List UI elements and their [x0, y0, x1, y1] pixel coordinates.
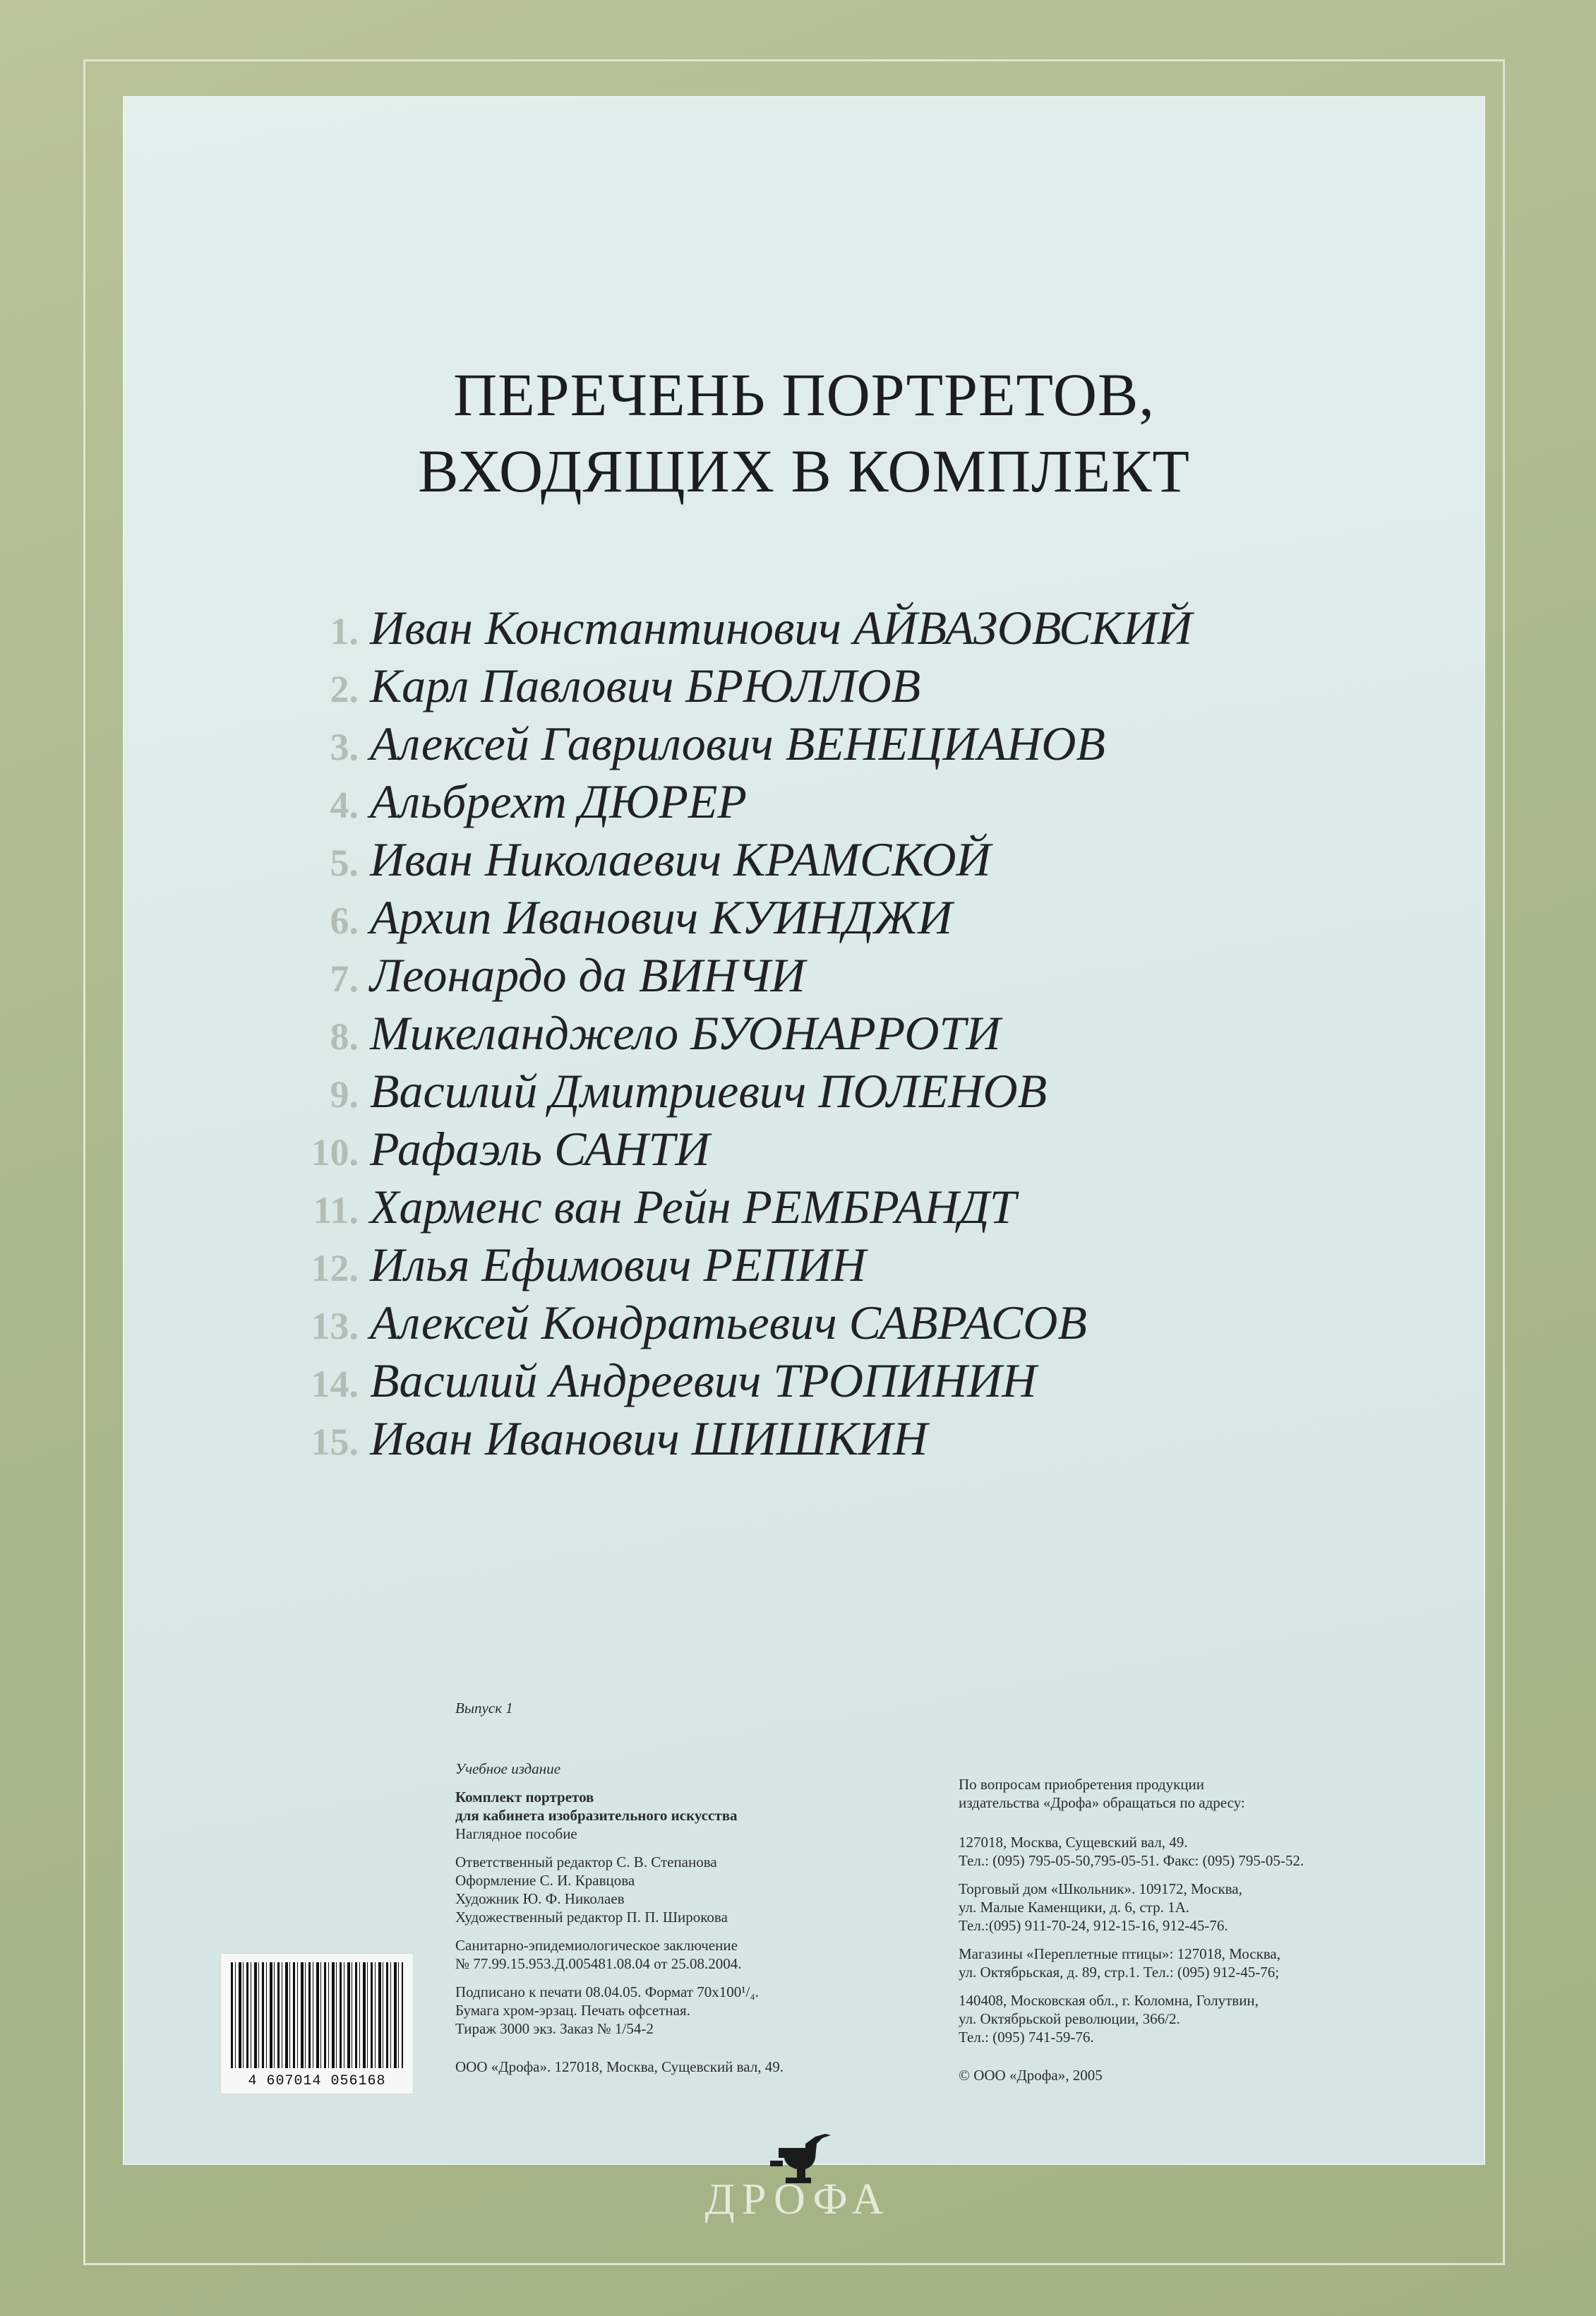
list-item	[268, 1353, 1398, 1411]
artist-name: Харменс ван Рейн РЕМБРАНДТ	[370, 1180, 1016, 1234]
address-3-line-1: Магазины «Переплетные птицы»: 127018, Москва,	[959, 1945, 1280, 1962]
list-item	[268, 1295, 1398, 1353]
artist-name: Василий Андреевич ТРОПИНИН	[370, 1354, 1037, 1407]
item-number: 14.	[311, 1363, 359, 1405]
item-number: 13.	[311, 1305, 359, 1347]
issue-label: Выпуск 1	[455, 1700, 513, 1717]
item-number: 7.	[330, 957, 359, 1000]
item-number: 8.	[330, 1015, 359, 1058]
barcode	[220, 1953, 414, 2094]
list-item	[268, 948, 1398, 1005]
item-number: 12.	[311, 1247, 359, 1289]
artist-name: Альбрехт ДЮРЕР	[370, 775, 747, 828]
book-title: Комплект портретов	[455, 1789, 594, 1805]
design-credit: Оформление С. И. Кравцова	[455, 1872, 635, 1889]
imprint-right	[959, 1775, 1439, 2084]
artist-credit: Художник Ю. Ф. Николаев	[455, 1890, 625, 1907]
artist-name: Леонардо да ВИНЧИ	[370, 948, 805, 1002]
item-number: 5.	[330, 842, 359, 884]
print-info-2: Бумага хром-эрзац. Печать офсетная.	[455, 2002, 690, 2019]
artist-name: Архип Иванович КУИНДЖИ	[370, 890, 953, 944]
artist-name: Рафаэль САНТИ	[370, 1122, 710, 1176]
address-3-line-2: ул. Октябрьская, д. 89, стр.1. Тел.: (095) 912-45-76;	[959, 1964, 1280, 1981]
artist-name: Иван Николаевич КРАМСКОЙ	[370, 832, 991, 886]
artist-name: Карл Павлович БРЮЛЛОВ	[370, 659, 921, 712]
title-line-1: ПЕРЕЧЕНЬ ПОРТРЕТОВ,	[453, 361, 1155, 429]
list-item	[268, 774, 1398, 832]
address-1-line-1: 127018, Москва, Сущевский вал, 49.	[959, 1834, 1188, 1851]
edition-type: Учебное издание	[455, 1760, 561, 1777]
list-item	[268, 1237, 1398, 1295]
barcode-bars	[231, 1962, 403, 2068]
item-number: 1.	[330, 610, 359, 652]
address-2-line-1: Торговый дом «Школьник». 109172, Москва,	[959, 1880, 1242, 1897]
contact-intro-1: По вопросам приобретения продукции	[959, 1776, 1204, 1793]
address-2-line-2: ул. Малые Каменщики, д. 6, стр. 1А.	[959, 1899, 1189, 1916]
artist-name: Илья Ефимович РЕПИН	[370, 1238, 866, 1291]
list-item	[268, 1411, 1398, 1469]
artist-name: Иван Иванович ШИШКИН	[370, 1411, 928, 1465]
item-number: 6.	[330, 900, 359, 942]
artist-name: Иван Константинович АЙВАЗОВСКИЙ	[370, 601, 1192, 655]
title-line-2: ВХОДЯЩИХ В КОМПЛЕКТ	[418, 437, 1190, 505]
list-item	[268, 1063, 1398, 1121]
publisher-brand: ДРОФА	[704, 2175, 891, 2224]
art-editor-credit: Художественный редактор П. П. Широкова	[455, 1909, 728, 1926]
address-4-line-1: 140408, Московская обл., г. Коломна, Голутвин,	[959, 1992, 1259, 2009]
item-number: 4.	[330, 784, 359, 826]
editor-credit: Ответственный редактор С. В. Степанова	[455, 1854, 717, 1870]
item-number: 11.	[313, 1189, 359, 1231]
portrait-list	[268, 600, 1398, 1469]
page-title	[123, 357, 1485, 509]
list-item	[268, 1179, 1398, 1237]
list-item	[268, 658, 1398, 716]
book-title-2: для кабинета изобразительного искусства	[455, 1807, 738, 1824]
list-item	[268, 1005, 1398, 1063]
artist-name: Алексей Гаврилович ВЕНЕЦИАНОВ	[370, 717, 1105, 770]
item-number: 9.	[330, 1073, 359, 1116]
item-number: 2.	[330, 668, 359, 710]
address-4-line-3: Тел.: (095) 741-59-76.	[959, 2029, 1094, 2046]
imprint-left	[455, 1699, 935, 2076]
print-info-3: Тираж 3000 экз. Заказ № 1/54-2	[455, 2020, 654, 2037]
item-number: 3.	[330, 726, 359, 768]
publisher-address: ООО «Дрофа». 127018, Москва, Сущевский вал, 49.	[455, 2058, 784, 2075]
item-number: 15.	[311, 1421, 359, 1463]
book-subtitle: Наглядное пособие	[455, 1825, 577, 1842]
barcode-number: 4 607014 056168	[248, 2073, 386, 2089]
print-info-1: Подписано к печати 08.04.05. Формат 70х100¹/₄.	[455, 1983, 759, 2000]
list-item	[268, 600, 1398, 658]
list-item	[268, 832, 1398, 890]
sanitary-line-1: Санитарно-эпидемиологическое заключение	[455, 1937, 738, 1954]
list-item	[268, 716, 1398, 774]
sanitary-line-2: № 77.99.15.953.Д.005481.08.04 от 25.08.2004.	[455, 1955, 742, 1972]
contact-intro-2: издательства «Дрофа» обращаться по адресу:	[959, 1794, 1245, 1811]
address-2-line-3: Тел.:(095) 911-70-24, 912-15-16, 912-45-76.	[959, 1917, 1228, 1934]
artist-name: Василий Дмитриевич ПОЛЕНОВ	[370, 1064, 1048, 1118]
copyright: © ООО «Дрофа», 2005	[959, 2067, 1103, 2084]
list-item	[268, 1121, 1398, 1179]
artist-name: Микеланджело БУОНАРРОТИ	[370, 1006, 1001, 1060]
address-4-line-2: ул. Октябрьской революции, 366/2.	[959, 2010, 1180, 2027]
artist-name: Алексей Кондратьевич САВРАСОВ	[370, 1296, 1087, 1349]
address-1-line-2: Тел.: (095) 795-05-50,795-05-51. Факс: (095) 795-05-52.	[959, 1852, 1304, 1869]
item-number: 10.	[311, 1131, 359, 1174]
list-item	[268, 890, 1398, 948]
